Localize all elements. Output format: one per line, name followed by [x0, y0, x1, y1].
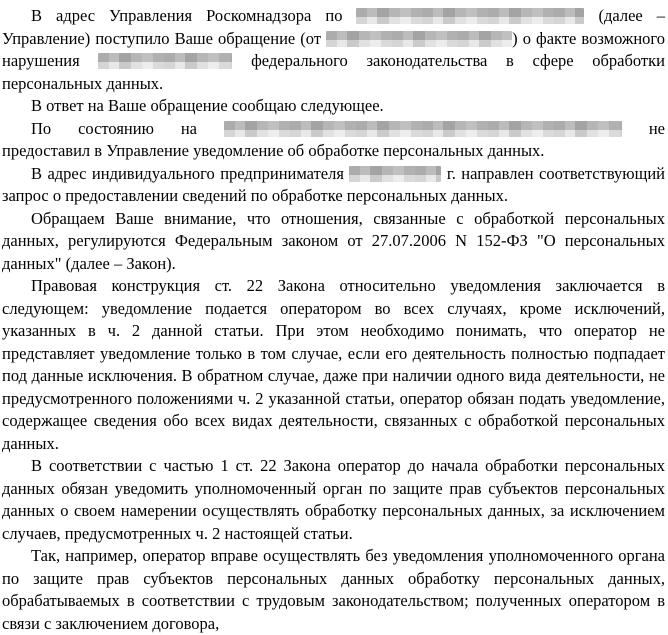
text-run: В соответствии с частью 1 ст. 22 Закона оператор до начала обработки персональных данных обязан уведомить уполномоченный орган по защите прав субъектов персональных данных о своем намерении осуществлять обработку персональных данных, за исключением случаев, предусмотренных ч. 2 настоящей статьи. — [2, 456, 665, 543]
redaction-block — [356, 8, 584, 24]
text-run: г. направлен соответствующий запрос о предоставлении сведений по обработке персональных данных. — [2, 163, 665, 205]
text-run: Так, например, оператор вправе осуществлять без уведомления уполномоченного органа по защите прав субъектов персональных данных обработку персональных данных, обрабатываемых в соответствии с трудовым законодательством; полученных оператором в связи с заключением договора, — [2, 546, 665, 633]
text-run: ) о факте возможного нарушения — [2, 28, 666, 70]
text-run: В адрес Управления Роскомнадзора по — [31, 6, 357, 25]
text-run: По состоянию на — [31, 118, 224, 138]
paragraph — [2, 118, 665, 163]
text-run: федерального законодательства в сфере обработки персональных данных. — [2, 51, 665, 93]
text-run: Обращаем Ваше внимание, что отношения, связанные с обработкой персональных данных, регулируются Федеральным законом от 27.07.2006 N 152-ФЗ "О персональных данных" (далее – Закон). — [2, 208, 665, 273]
redaction-block — [224, 121, 622, 137]
paragraph — [2, 5, 665, 95]
paragraph — [2, 455, 665, 545]
paragraph — [2, 275, 665, 455]
text-run: В ответ на Ваше обращение сообщаю следующее. — [31, 96, 384, 115]
paragraph — [2, 208, 665, 276]
text-run: не предоставил в Управление уведомление об обработке персональных данных. — [2, 118, 666, 160]
paragraph — [2, 95, 665, 118]
text-run: (далее – Управление) поступило Ваше обращение (от — [2, 6, 665, 48]
text-run: Правовая конструкция ст. 22 Закона относительно уведомления заключается в следующем: уведомление подается оператором во всех случаях, кроме исключений, указанных в ч. 2 данной статьи. При этом необходимо понимать, что оператор не представляет уведомление только в том случае, если его деятельность полностью подпадает под данные исключения. В обратном случае, даже при наличии одного вида деятельности, не предусмотренного положениями ч. 2 указанной статьи, оператор обязан подать уведомление, содержащее сведения обо всех видах деятельности, связанных с обработкой персональных данных. — [2, 276, 665, 453]
text-run: В адрес индивидуального предпринимателя — [31, 163, 350, 183]
redaction-block — [98, 53, 232, 69]
redaction-block — [326, 31, 512, 47]
redaction-block — [349, 166, 441, 182]
paragraph — [2, 545, 665, 635]
paragraph — [2, 163, 665, 208]
